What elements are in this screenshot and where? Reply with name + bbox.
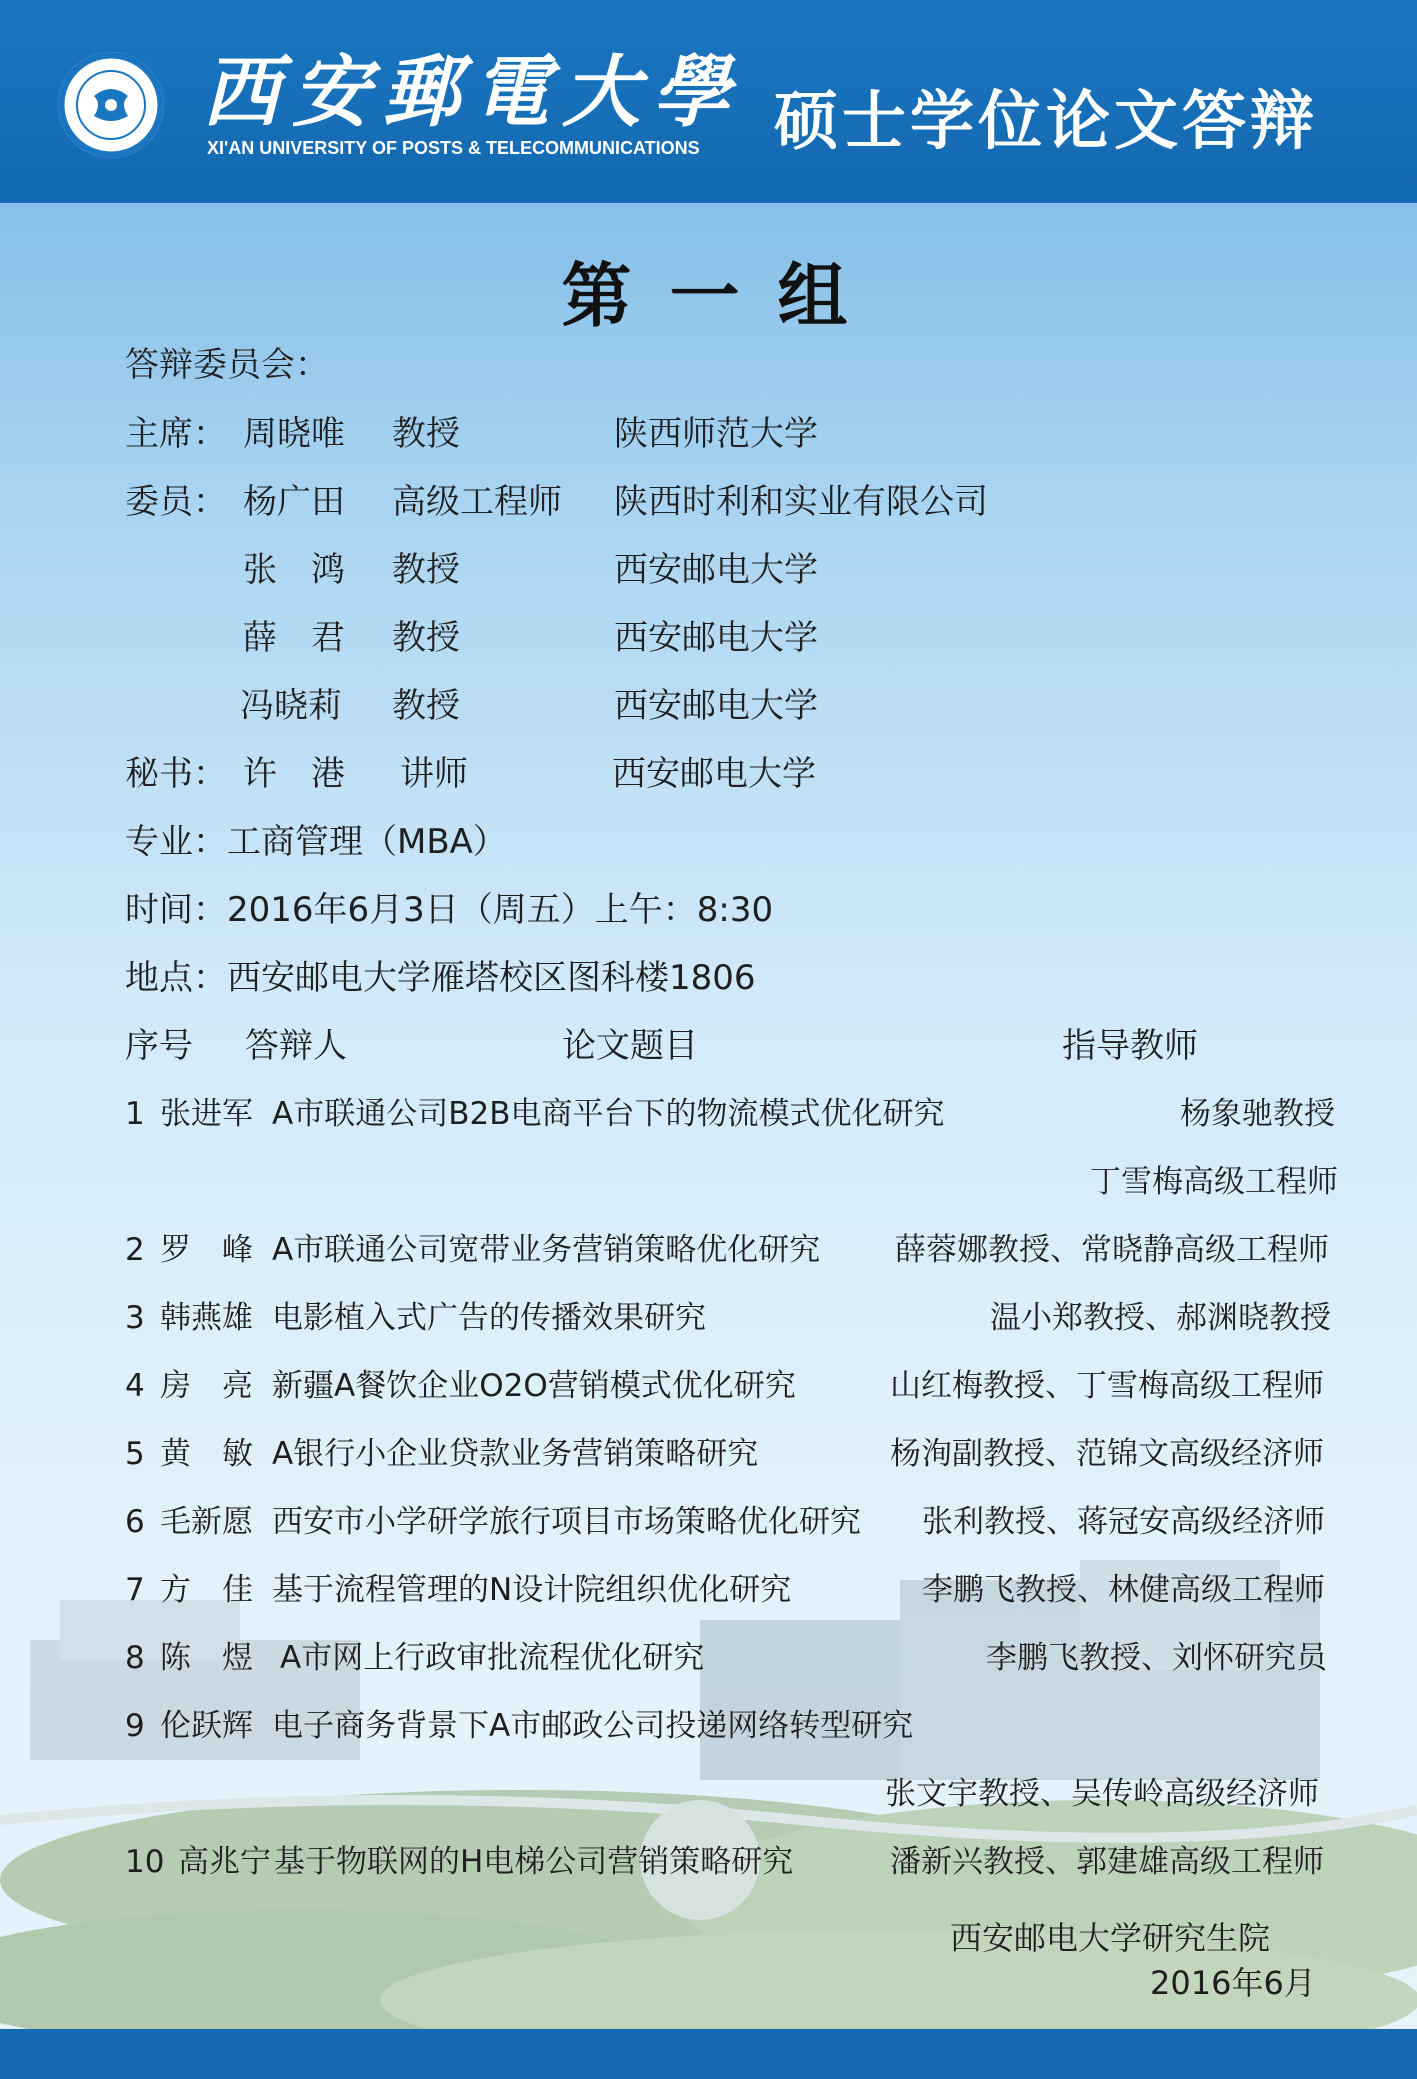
university-logo: [58, 52, 164, 158]
row-student: 张进军: [160, 1096, 253, 1132]
header-advisor: 指导教师: [1062, 1026, 1198, 1066]
university-name-en: XI'AN UNIVERSITY OF POSTS & TELECOMMUNICATIONS: [207, 138, 700, 158]
member-org: 西安邮电大学: [614, 686, 818, 726]
row-topic: 基于流程管理的N设计院组织优化研究: [272, 1572, 792, 1608]
row-student: 伦跃辉: [160, 1708, 253, 1744]
member-org: 陕西时利和实业有限公司: [614, 482, 988, 522]
row-advisor: 潘新兴教授、郭建雄高级工程师: [890, 1844, 1324, 1880]
place-line: 地点：西安邮电大学雁塔校区图科楼1806: [125, 958, 756, 998]
member-title: 教授: [392, 618, 460, 658]
row-advisor: 杨象驰教授: [1180, 1096, 1335, 1132]
member-name: 张 鸿: [243, 550, 345, 590]
row-student: 陈 煜: [160, 1640, 253, 1676]
row-no: 9: [125, 1708, 145, 1744]
header-title: 硕士学位论文答辩: [774, 85, 1318, 159]
university-name-cn: 西安郵電大學: [202, 47, 743, 138]
row-topic: A市网上行政审批流程优化研究: [280, 1640, 705, 1676]
group-title: 第一组: [561, 254, 886, 337]
header-topic: 论文题目: [562, 1026, 698, 1066]
footer-bar: [0, 2029, 1417, 2079]
member-title: 教授: [392, 686, 460, 726]
footer-date: 2016年6月: [1150, 1964, 1316, 2002]
row-student: 黄 敏: [160, 1436, 253, 1472]
member-title: 教授: [392, 550, 460, 590]
chair-name: 周晓唯: [243, 414, 345, 454]
row-no: 2: [125, 1232, 145, 1268]
row-advisor: 张利教授、蒋冠安高级经济师: [922, 1504, 1325, 1540]
row-student: 罗 峰: [160, 1232, 253, 1268]
row-student: 韩燕雄: [160, 1300, 253, 1336]
row-advisor: 温小郑教授、郝渊晓教授: [990, 1300, 1331, 1336]
row-topic: 电影植入式广告的传播效果研究: [272, 1300, 706, 1336]
secretary-title: 讲师: [400, 754, 468, 794]
row-advisor: 李鹏飞教授、刘怀研究员: [986, 1640, 1327, 1676]
row-advisor: 李鹏飞教授、林健高级工程师: [922, 1572, 1325, 1608]
row-topic: 基于物联网的H电梯公司营销策略研究: [274, 1844, 794, 1880]
header-no: 序号: [125, 1026, 193, 1066]
time-line: 时间：2016年6月3日（周五）上午：8:30: [125, 890, 774, 930]
row-topic: A市联通公司B2B电商平台下的物流模式优化研究: [272, 1096, 945, 1132]
member-org: 西安邮电大学: [614, 618, 818, 658]
row-topic: A银行小企业贷款业务营销策略研究: [272, 1436, 759, 1472]
header-banner: [0, 0, 1417, 203]
row-topic: 西安市小学研学旅行项目市场策略优化研究: [272, 1504, 861, 1540]
committee-heading: 答辩委员会：: [125, 345, 329, 385]
row-student: 方 佳: [160, 1572, 253, 1608]
secretary-name: 许 港: [243, 754, 345, 794]
secretary-org: 西安邮电大学: [612, 754, 816, 794]
row-no: 8: [125, 1640, 145, 1676]
row-no: 6: [125, 1504, 145, 1540]
members-role: 委员：: [125, 482, 227, 522]
row-advisor: 张文宇教授、吴传岭高级经济师: [885, 1776, 1319, 1812]
row-topic: 电子商务背景下A市邮政公司投递网络转型研究: [272, 1708, 914, 1744]
row-no: 1: [125, 1096, 145, 1132]
chair-title: 教授: [392, 414, 460, 454]
row-no: 10: [125, 1844, 165, 1880]
row-no: 4: [125, 1368, 145, 1404]
row-student: 毛新愿: [160, 1504, 253, 1540]
row-student: 房 亮: [160, 1368, 253, 1404]
secretary-role: 秘书：: [125, 754, 227, 794]
member-name: 杨广田: [243, 482, 345, 522]
row-topic: 新疆A餐饮企业O2O营销模式优化研究: [272, 1368, 796, 1404]
member-org: 西安邮电大学: [614, 550, 818, 590]
member-name: 冯晓莉: [240, 686, 342, 726]
row-advisor: 薛蓉娜教授、常晓静高级工程师: [895, 1232, 1329, 1268]
row-topic: A市联通公司宽带业务营销策略优化研究: [272, 1232, 821, 1268]
row-advisor-2: 丁雪梅高级工程师: [1090, 1164, 1338, 1200]
row-no: 7: [125, 1572, 145, 1608]
chair-org: 陕西师范大学: [614, 414, 818, 454]
header-student: 答辩人: [245, 1026, 347, 1066]
row-no: 5: [125, 1436, 145, 1472]
row-advisor: 山红梅教授、丁雪梅高级工程师: [890, 1368, 1324, 1404]
member-name: 薛 君: [243, 618, 345, 658]
chair-role: 主席：: [125, 414, 227, 454]
row-student: 高兆宁: [178, 1844, 271, 1880]
footer-organization: 西安邮电大学研究生院: [950, 1919, 1271, 1957]
row-no: 3: [125, 1300, 145, 1336]
member-title: 高级工程师: [392, 482, 562, 522]
major-line: 专业：工商管理（MBA）: [125, 822, 507, 862]
row-advisor: 杨洵副教授、范锦文高级经济师: [890, 1436, 1324, 1472]
